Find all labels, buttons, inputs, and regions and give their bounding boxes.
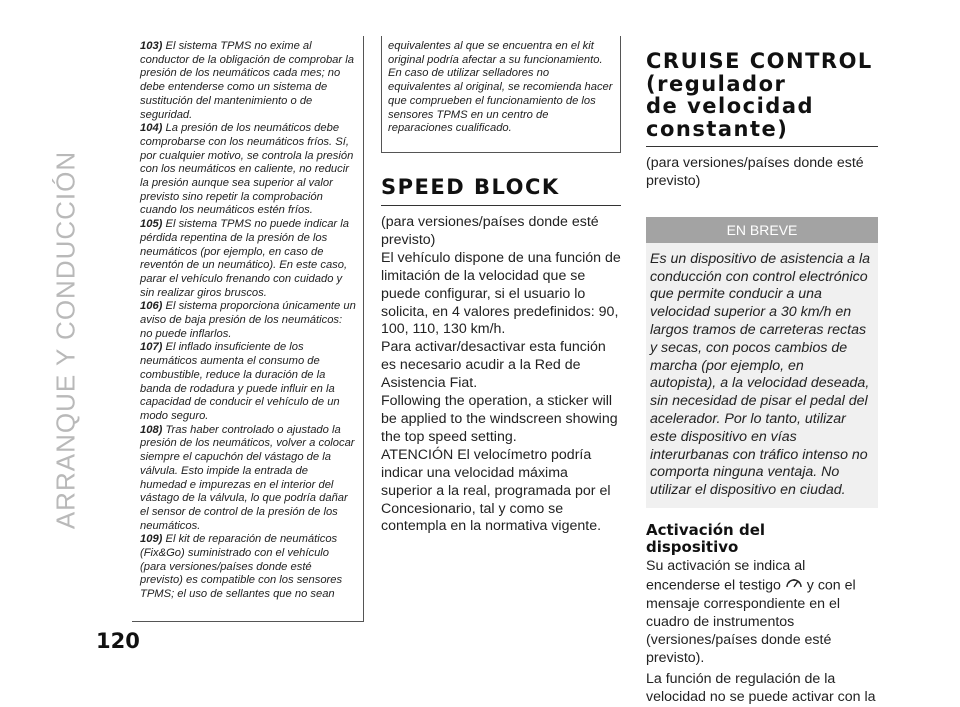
speed-block-body <box>381 214 621 536</box>
cruise-control-column <box>646 50 878 707</box>
heading-rule <box>381 205 621 206</box>
note-continuation: equivalentes al que se encuentra en el kit original podría afectar a su funcionamiento. En caso de utilizar selladores no equivalentes al original, se recomienda hacer que comprueben el funcionamiento de los sensores TPMS en un centro de reparaciones cualificado. <box>381 36 621 153</box>
cruise-intro: (para versiones/países donde esté previsto) <box>646 155 864 189</box>
speed-block-paragraph: Para activar/desactivar esta función es necesario acudir a la Red de Asistencia Fiat. <box>381 339 606 392</box>
notes-column <box>132 36 364 622</box>
note-107: 107) El inflado insuficiente de los neumáticos aumenta el consumo de combustible, reduce la duración de la banda de rodadura y puede influir en la capacidad de conducir el vehículo de un modo seguro. <box>140 341 340 422</box>
note-108: 108) Tras haber controlado o ajustado la presión de los neumáticos, volver a colocar siempre el capuchón del vástago de la válvula. Esto impide la entrada de humedad e impurezas en el interior del vástago de la válvula, lo que podría dañar el sensor de control de la presión de los neumáticos. <box>140 423 355 532</box>
note-109: 109) El kit de reparación de neumáticos (Fix&Go) suministrado con el vehículo (para versiones/países donde esté previsto) es compatible con los sensores TPMS; el uso de sellantes que no sean <box>140 533 343 601</box>
note-105: 105) El sistema TPMS no puede indicar la pérdida repentina de la presión de los neumáticos (por ejemplo, en caso de reventón de un neumático). En este caso, parar el vehículo frenando con cuidado y sin realizar giros bruscos. <box>140 218 349 299</box>
heading-rule <box>646 146 878 147</box>
speed-block-paragraph: El vehículo dispone de una función de limitación de la velocidad que se puede configurar, si el usuario lo solicita, en 4 valores predefinidos: 90, 100, 110, 130 km/h. <box>381 249 621 338</box>
activation-body <box>646 558 878 707</box>
cruise-control-icon <box>785 576 803 596</box>
notes-list <box>132 36 363 602</box>
activation-heading: Activación del dispositivo <box>646 520 766 556</box>
note-104: 104) La presión de los neumáticos debe comprobarse con los neumáticos fríos. Sí, por cualquier motivo, se controla la presión con los neumáticos en caliente, no reducir la presión aunque sea superior al valor previsto sino repetir la comprobación cuando los neumáticos estén fríos. <box>140 122 354 217</box>
brief-title: EN BREVE <box>646 217 878 243</box>
page-number: 120 <box>96 629 140 653</box>
speed-block-intro: (para versiones/países donde esté previsto) <box>381 214 599 248</box>
cruise-control-heading: CRUISE CONTROL (regulador de velocidad constante) <box>646 49 873 141</box>
brief-text: Es un dispositivo de asistencia a la conducción con control electrónico que permite conducir a una velocidad superior a 30 km/h en largos tramos de carreteras rectas y secas, con pocos cambios de marcha (por ejemplo, en autopista), a la velocidad deseada, sin necesidad de pisar el pedal del acelerador. Por lo tanto, utilizar este dispositivo en vías interurbanas con tráfico intenso no comporta ninguna ventaja. No utilizar el dispositivo en ciudad. <box>646 243 878 508</box>
note-103: 103) El sistema TPMS no exime al conductor de la obligación de comprobar la presión de los neumáticos cada mes; no debe entenderse como un sistema de sustitución del mantenimiento o de seguridad. <box>140 40 354 121</box>
activation-paragraph: La función de regulación de la velocidad no se puede activar con la <box>646 671 876 706</box>
speed-block-heading: SPEED BLOCK <box>381 175 560 199</box>
note-106: 106) El sistema proporciona únicamente un aviso de baja presión de los neumáticos: no puede inflarlos. <box>140 300 356 340</box>
speed-block-paragraph: Following the operation, a sticker will be applied to the windscreen showing the top speed setting. <box>381 393 618 445</box>
activation-paragraph: Su activación se indica al encenderse el testigo y con el mensaje correspondiente en el cuadro de instrumentos (versiones/países donde esté previsto). <box>646 557 856 666</box>
section-side-title: ARRANQUE Y CONDUCCIÓN <box>50 150 81 530</box>
speed-block-warning: ATENCIÓN El velocímetro podría indicar una velocidad máxima superior a la real, programada por el Concesionario, tal y como se contempla en la normativa vigente. <box>381 446 611 535</box>
speed-block-column <box>381 36 621 536</box>
